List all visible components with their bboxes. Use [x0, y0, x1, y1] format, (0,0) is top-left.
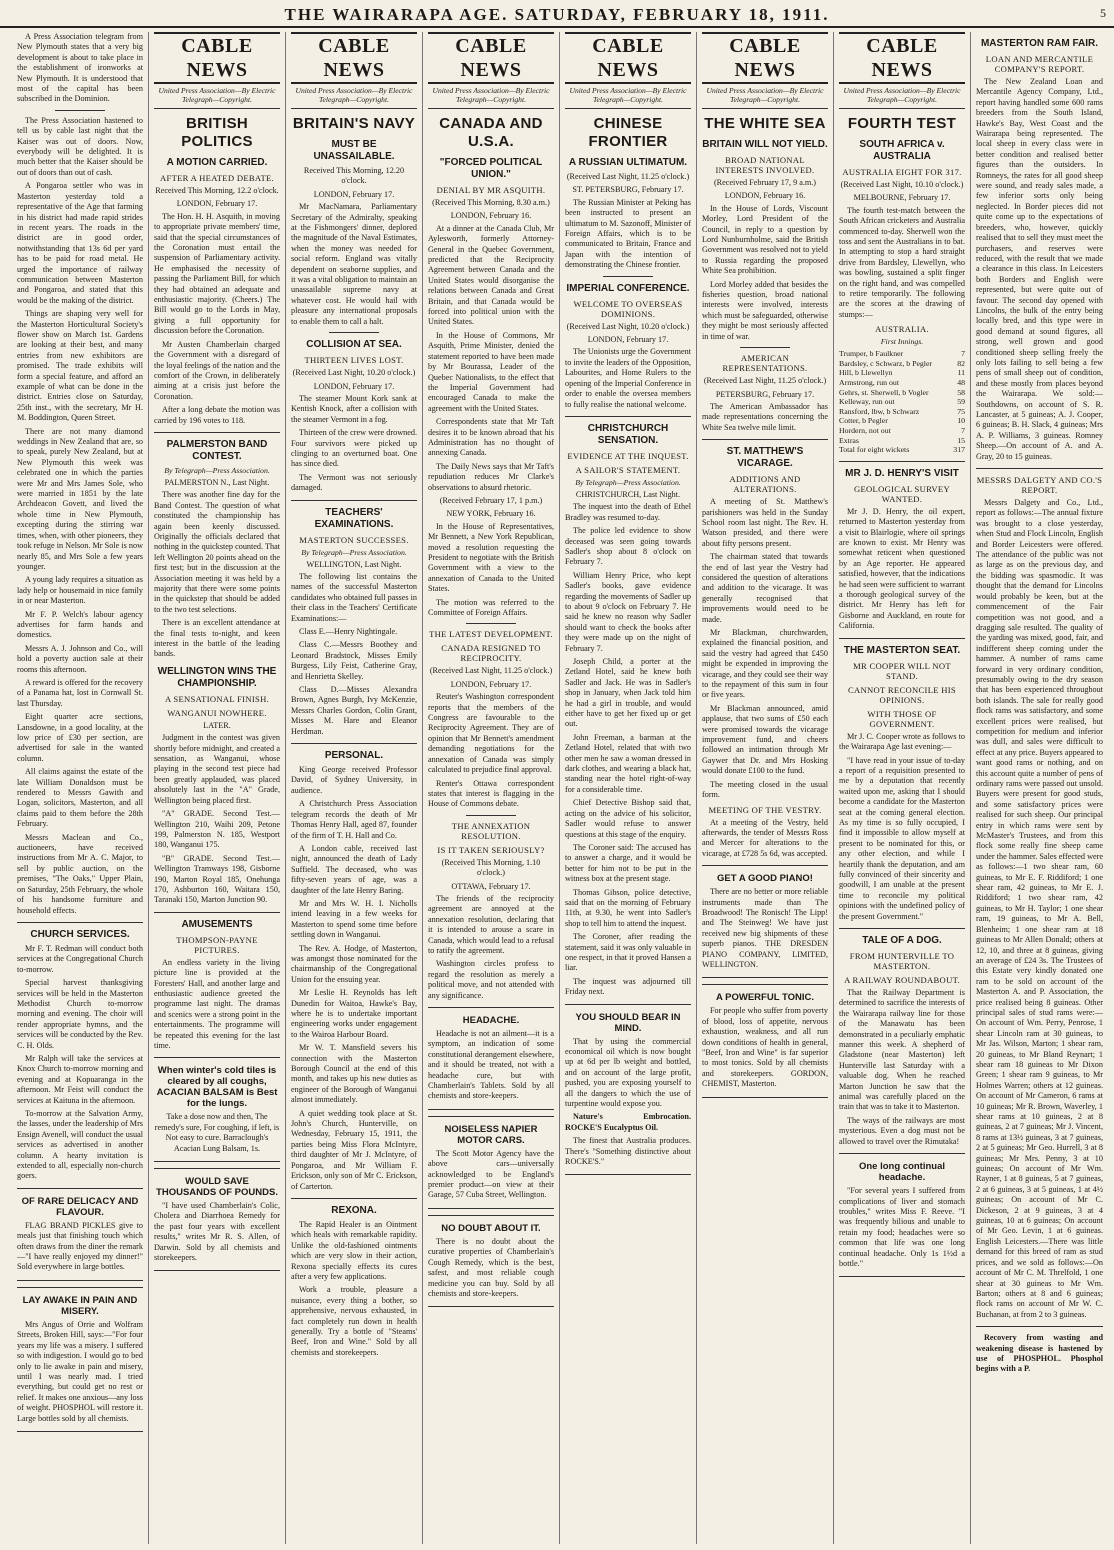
- local-item: A young lady requires a situation as lady help or housemaid in nice family in or near Masterton.: [17, 575, 143, 606]
- article-headline: BRITAIN'S NAVY: [292, 115, 416, 132]
- wire-credit: United Press Association—By Electric Telegraph—Copyright.: [291, 86, 417, 109]
- article-subheading: CANNOT RECONCILE HIS OPINIONS.: [847, 684, 956, 705]
- column-ram-fair: [971, 32, 1108, 1544]
- article-paragraph: In the House of Lords, Viscount Morley, Lord President of the Council, in reply to a question by Lord Nunburnholme, said the British Government was resolved not to yield to Russia regarding the proposed White Sea prohibition.: [702, 203, 828, 276]
- local-item: The Press Association hastened to tell us by cable last night that the Kaiser was out of doors. Now, everybody will be delighted. It is much better that the Kaiser should be out of doors than out of cash.: [17, 115, 143, 177]
- dateline: CHRISTCHURCH, Last Night.: [575, 489, 681, 499]
- column-white-sea: [697, 32, 834, 1544]
- article-headline: THE MASTERTON SEAT.: [843, 644, 961, 656]
- article-paragraph: The steamer Mount Kork sank at Kentish Knock, after a collision with the steamer Vermont in a fog.: [291, 393, 417, 424]
- dateline: MELBOURNE, February 17.: [853, 193, 951, 203]
- cable-news-banner: CABLE NEWS: [428, 32, 554, 84]
- ad-heading: One long continual headache.: [858, 1161, 946, 1184]
- received-time: (Received This Morning, 1.10 o'clock.): [441, 857, 541, 878]
- dateline: LONDON, February 17.: [313, 189, 395, 199]
- cable-news-banner: CABLE NEWS: [154, 32, 280, 84]
- article-headline: CHINESE FRONTIER: [588, 115, 668, 150]
- received-time: (Received Last Night, 11.25 o'clock.): [429, 666, 553, 676]
- article-subheading: SOUTH AFRICA v. AUSTRALIA: [859, 139, 945, 162]
- article-paragraph: Renter's Ottawa correspondent states that interest is flagging in the House of Commons debate.: [428, 778, 554, 809]
- phosphol-notice: Recovery from wasting and weakening disease is hastened by use of PHOSPHOL. Phosphol begins with a P.: [976, 1333, 1103, 1374]
- article-subheading: MASTERTON SUCCESSES.: [299, 534, 409, 545]
- ad-heading: NO DOUBT ABOUT IT.: [441, 1222, 541, 1234]
- ad-text: For people who suffer from poverty of blood, loss of appetite, nervous exhaustion, weakness, and all run down conditions of health in general, "Beef, Iron and Wine" is far superior to most tonics. Sold by all chemists and storekeepers. GORDON, CHEMIST, Masterton.: [702, 1006, 828, 1089]
- article-paragraph: The following list contains the names of the successful Masterton candidates who obtained full passes in their class in the Teachers' Certificate Examinations:—: [291, 571, 417, 623]
- article-paragraph: Judgment in the contest was given shortly before midnight, and created a sensation, as Wanganui, whose playing in the second test piece had been greatly applauded, was placed absolutely last in the "A" Grade, Wellington being placed first.: [154, 733, 280, 805]
- received-time: (Received Last Night, 10.10 o'clock.): [840, 180, 964, 189]
- article-subheading: BROAD NATIONAL INTERESTS INVOLVED.: [715, 155, 815, 175]
- article-subheading: A RAILWAY ROUNDABOUT.: [844, 975, 960, 985]
- advertisement-flag-pickles: [17, 1188, 143, 1281]
- article-paragraph: "A" GRADE. Second Test.—Wellington 210, Waihi 209, Petone 199, Palmerston N. 185, Westport 180, Wanganui 175.: [154, 809, 280, 850]
- advertisement-chamberlain-remedy: [154, 1168, 280, 1271]
- article-paragraph: The American Ambassador has made representations concerning the White Sea twelve mile limit.: [702, 401, 828, 432]
- article-subheading: WELCOME TO OVERSEAS DOMINIONS.: [573, 298, 683, 319]
- article-headline: BRITISH POLITICS: [181, 115, 253, 150]
- ad-heading: OF RARE DELICACY AND FLAVOUR.: [21, 1195, 139, 1218]
- ad-text: The finest that Australia produces. There's "Something distinctive about ROCKE'S.": [565, 1136, 691, 1167]
- article-paragraph: That the Railway Department is determined to sacrifice the interests of the Wairarapa railway line for those of the Manawatu has been demonstrated in a peculiarly emphatic manner this week. A shepherd of Gladstone (near Masterton) left Hunterville last Saturday with a valuable dog. When he reached Marton Junction he saw that the animal was carefully placed on the train that was to take it to Masterton.: [839, 988, 965, 1112]
- article-subheading: BRITAIN WILL NOT YIELD.: [702, 139, 828, 150]
- received-time: (Received February 17, 9 a.m.): [713, 178, 817, 187]
- received-time: (Received Last Night, 11.25 o'clock.): [703, 376, 827, 386]
- article-subheading: A MOTION CARRIED.: [166, 157, 268, 168]
- article-subheading: WANGANUI NOWHERE.: [167, 707, 267, 718]
- scorecard-row: Extras 15: [839, 435, 965, 445]
- article-paragraph: The New Zealand Loan and Mercantile Agency Company, Ltd., report having handled some 600 rams breeders from the South Island, Hawke's Bay, West Coast and the Wairarapa being represented. The local sheep in every class were in better condition and realised better figures than the outsiders. In Romneys, the rates for all good sheep were sound, and ready sales made, a few inferior sorts only being neglected. In Border pieces did not quite come up to the expectations of breeders, who, however, quickly realised that to sell they must meet the purchasers, and reserves were reduced, with the result that we made a clearance in this class. In Leicesters both Borders and English were represented, but were quite out of favour. The second day opened with Lincolns, the bulk of the entry being locally bred, and this type were in good demand at sound figures, all strong, well grown and good conditioned sheep selling freely the only lots failing to sell being a few pens of small sheep out of condition, and these mostly from places beyond the Wairarapa. We sold:—Southdowns, on account of S. R. Lancaster, at 5 guineas; A. J. Cooper, 6 guineas; B. H. Slack, 4 guineas; Mrs A. P. Williams, 3 guineas. Romney Sheep.—On account of A. and A. Gray, 20 to 15 guineas.: [976, 77, 1103, 461]
- cable-news-banner: CABLE NEWS: [565, 32, 691, 84]
- dateline: PETERSBURG, February 17.: [715, 389, 815, 399]
- article-paragraph: The chairman stated that towards the end of last year the Vestry had considered the question of alterations and addition to the vicarage. It was generally recognised that improvements would need to be made.: [702, 552, 828, 624]
- ad-text: "I have used Chamberlain's Colic, Cholera and Diarrhoea Remedy for the past four years with excellent results," writes Mr R. S. Allen, of Darwin. Sold by all chemists and storekeepers.: [154, 1201, 280, 1263]
- column-british-politics: [149, 32, 286, 1544]
- local-item: A Press Association telegram from New Plymouth states that a very big development is about to take place in the establishment of ironworks at New Plymouth. It is understood that most of the capital has been subscribed in the Dominion.: [17, 32, 143, 104]
- received-time: (Received Last Night, 11.25 o'clock.): [566, 172, 690, 181]
- article-paragraph: Class C.—Messrs Boothey and Leonard Bradstock, Misses Emily Burgess, Lily Feist, Catherine Gray, and Henrietta Skelley.: [291, 640, 417, 681]
- scorecard-row: Armstrong, run out 48: [839, 378, 965, 388]
- article-paragraph: A meeting of St. Matthew's parishioners was held in the Sunday School room last night. The Rev. H. Watson presided, and there were about fifty persons present.: [702, 497, 828, 548]
- article-headline: TALE OF A DOG.: [862, 935, 942, 946]
- article-subheading: IS IT TAKEN SERIOUSLY?: [437, 844, 545, 855]
- scorecard-subheading: First Innings.: [880, 337, 924, 347]
- column-canada-usa: [423, 32, 560, 1544]
- article-paragraph: Thirteen of the crew were drowned. Four survivors were picked up clinging to an overturned boat. One has since died.: [291, 428, 417, 469]
- advertisement-headache-cure: [839, 1153, 965, 1277]
- article-subheading: MR COOPER WILL NOT STAND.: [853, 660, 951, 681]
- article-paragraph: The Rev. A. Hodge, of Masterton, was amongst those nominated for the chairmanship of the Congregational Union for the ensuing year.: [291, 943, 417, 984]
- ad-heading: NOISELESS NAPIER MOTOR CARS.: [444, 1123, 538, 1146]
- article-paragraph: In the House of Representatives, Mr Bennett, a New York Republican, moved a resolution requesting the President to negotiate with the British Government with a view to the annexation of Canada to the United States.: [428, 521, 554, 594]
- article-paragraph: John Freeman, a barman at the Zetland Hotel, related that with two other men he saw a woman dressed in dark clothes, and wearing a black hat, standing near the hotel right-of-way for a considerable time.: [565, 732, 691, 794]
- local-item: Messrs Maclean and Co., auctioneers, have received instructions from Mr A. C. Major, to sell by public auction, on the premises, "The Oaks," Upper Plain, on Saturday, 25th February, the whole of his handsome furniture and household effects.: [17, 832, 143, 915]
- ad-text: There are no better or more reliable instruments made than The Broadwood! The Ronisch! The Lipp! and The Steinweg! We have just received new big shipments of these superb pianos. THE DRESDEN PIANO COMPANY, LIMITED, WELLINGTON.: [702, 887, 828, 969]
- ad-text: Headache is not an ailment—it is a symptom, an indication of some constitutional derangement elsewhere, and it should be treated, not with a headache cure, but with Chamberlain's Tablets. Sold by all chemists and store-keepers.: [428, 1029, 554, 1101]
- article-subheading: A SENSATIONAL FINISH.: [164, 693, 270, 704]
- scorecard-row: Hill, b Llewellyn 11: [839, 368, 965, 378]
- page-number: 5: [1100, 6, 1106, 20]
- article-subheading: MESSRS DALGETY AND CO.'S REPORT.: [976, 475, 1103, 496]
- article-paragraph: The inquest into the death of Ethel Bradley was resumed to-day.: [565, 502, 691, 522]
- article-subheading: WITH THOSE OF GOVERNMENT.: [867, 708, 937, 729]
- article-paragraph: A London cable, received last night, announced the death of Lady Suffield. The deceased, who was fifty-seven years of age, was a daughter of the late Henry Baring.: [291, 843, 417, 895]
- received-time: (Received Last Night, 10.20 o'clock.): [292, 368, 416, 378]
- dateline: PALMERSTON N., Last Night.: [164, 477, 270, 487]
- church-item: Mr F. T. Redman will conduct both services at the Congregational Church to-morrow.: [17, 943, 143, 974]
- article-subheading: A SAILOR'S STATEMENT.: [575, 464, 681, 475]
- article-subheading: EVIDENCE AT THE INQUEST.: [567, 450, 689, 461]
- article-subheading: FROM HUNTERVILLE TO MASTERTON.: [849, 951, 955, 971]
- ad-heading: LAY AWAKE IN PAIN AND MISERY.: [22, 1294, 138, 1317]
- article-paragraph: The meeting closed in the usual form.: [702, 779, 828, 800]
- wire-credit: United Press Association—By Electric Telegraph—Copyright.: [565, 86, 691, 109]
- local-item: A reward is offered for the recovery of a Panama hat, lost in Cornwall St. last Thursday.: [17, 677, 143, 708]
- dateline: LONDON, February 17.: [176, 199, 258, 209]
- article-paragraph: The inquest was adjourned till Friday next.: [565, 976, 691, 997]
- scorecard-row: Gehrs, st. Sherwell, b Vogler 58: [839, 387, 965, 397]
- article-subheading: GEOLOGICAL SURVEY WANTED.: [854, 483, 950, 504]
- article-paragraph: "B" GRADE. Second Test.—Wellington Tramways 198, Gisborne 190, Marton Royal 185, Onehunga 170, Ashburton 160, Waitara 150, Taranaki 150, Marton Junction 90.: [154, 853, 280, 905]
- article-paragraph: Mr Austen Chamberlain charged the Government with a disregard of the loyal feelings of the nation and the comfort of the Crown, in deliberately aiming at a crisis just before the Coronation.: [154, 339, 280, 401]
- article-headline: PALMERSTON BAND CONTEST.: [166, 438, 268, 462]
- article-headline: TEACHERS' EXAMINATIONS.: [314, 506, 394, 530]
- dateline: ST. PETERSBURG, February 17.: [572, 185, 684, 195]
- dateline: LONDON, February 16.: [724, 191, 806, 201]
- column-fourth-test: [834, 32, 971, 1544]
- scorecard-row: Bardsley, c Schwarz, b Pegler 82: [839, 358, 965, 368]
- dateline: LONDON, February 17.: [450, 679, 532, 689]
- cable-news-banner: CABLE NEWS: [291, 32, 417, 84]
- received-time: Received This Morning, 12.20 o'clock.: [303, 166, 405, 186]
- dateline: LONDON, February 17.: [313, 381, 395, 391]
- article-paragraph: Correspondents state that Mr Taft desires it to be known abroad that his Administration has no thought of annexing Canada.: [428, 417, 554, 458]
- article-subheading: AFTER A HEATED DEBATE.: [159, 173, 275, 183]
- article-paragraph: The Daily News says that Mr Taft's repudiation reduces Mr Clarke's observations to absurd rhetoric.: [428, 461, 554, 492]
- article-paragraph: Mr Leslie H. Reynolds has left Dunedin for Waitoa, Hawke's Bay, where he is to undertake important engineering works under engagement to the Wairoa Harbour Board.: [291, 988, 417, 1039]
- article-headline: CHRISTCHURCH SENSATION.: [587, 422, 669, 446]
- local-item: A Pongaroa settler who was in Masterton yesterday told a representative of the Age that farming in his district had made rapid strides in recent years. The roads in the district are in good order, notwithstanding that 13s 6d per yard has to be paid for road metal. He urged the importance of railway communication between Masterton and Pongaroa, and stated that this would be the making of the district.: [17, 181, 143, 305]
- article-subheading: THE ANNEXATION RESOLUTION.: [451, 820, 531, 841]
- article-paragraph: "I have read in your issue of to-day a report of a requisition presented to me by a deputation that recently waited upon me, asking that I should become a candidate for the Masterton seat at the coming general election. As my time is so fully occupied, I find it impossible to allow myself at present to be nominated for this, or any other election, and while I heartily thank the deputation, and am fully convinced of their sincerity and goodwill, I am unable at the present time to reconcile my political opinions with the undefined policy of the present Government.": [839, 755, 965, 921]
- ad-text: That by using the commercial economical oil which is now bought up at 6d per lb weight and bottled, and on account of the large profit, pushed, you are exposing yourself to all the dangers to which the use of turpentine would expose you.: [565, 1036, 691, 1109]
- article-paragraph: Work a trouble, pleasure a nuisance, every thing a bother, so apprehensive, nervous exhausted, in fact completely run down in health generally. Try a bottle of "Steams' Beef, Iron and Wine." Sold by all chemists and storekeepers.: [291, 1285, 417, 1357]
- received-time: Received This Morning, 12.2 o'clock.: [155, 186, 279, 195]
- article-paragraph: Mr Blackman announced, amid applause, that two sums of £50 each were promised towards the vicarage improvement fund, and cheers followed an intimation through Mr Gaywer that Dr. and Mrs Hosking would donate £100 to the fund.: [702, 703, 828, 776]
- masthead: [0, 0, 1114, 28]
- ad-text: "For several years I suffered from complications of liver and stomach troubles," writes Miss F. Reeve. "I was frequently bilious and unable to retain my food; headaches were so common that life was one long continual headache. Only 1s 1½d a bottle.": [839, 1186, 965, 1268]
- ad-text: Nature's Embrocation. ROCKE'S Eucalyptus Oil.: [565, 1112, 691, 1132]
- ad-heading: A POWERFUL TONIC.: [716, 992, 814, 1004]
- article-paragraph: The motion was referred to the Committee of Foreign Affairs.: [428, 597, 554, 618]
- press-credit: By Telegraph—Press Association.: [164, 465, 270, 475]
- article-headline: PERSONAL.: [324, 750, 384, 762]
- article-paragraph: The Vermont was not seriously damaged.: [291, 472, 417, 493]
- article-paragraph: Thomas Gibson, police detective, said that on the morning of February 11th, at 9.30, he went into Sadler's shop to tell him to attend the inquest.: [565, 887, 691, 928]
- dateline: OTTAWA, February 17.: [451, 881, 531, 891]
- article-paragraph: Mr J. C. Cooper wrote as follows to the Wairarapa Age last evening:—: [839, 731, 965, 752]
- article-subheading: THE LATEST DEVELOPMENT.: [429, 629, 553, 640]
- local-item: Mr F. P. Welch's labour agency advertises for farm hands and domestics.: [17, 609, 143, 640]
- article-paragraph: The Coroner said: The accused has to answer a charge, and it would be better for him not to be put in the witness box at the present stage.: [565, 842, 691, 884]
- received-time: (Received Last Night, 10.20 o'clock.): [566, 321, 690, 331]
- article-paragraph: King George received Professor David, of Sydney University, in audience.: [291, 765, 417, 795]
- article-paragraph: The Russian Minister at Peking has been instructed to present an ultimatum to M. Sazonoff, Minister of Foreign Affairs, which is to be communicated to Britain, France and Japan with the intention of demonstrating the Chinese frontier.: [565, 197, 691, 270]
- article-paragraph: The friends of the reciprocity agreement are annoyed at the annexation resolution, declaring that it is intended to arouse a scare in Canada, which would lead to a refusal to ratify the agreement.: [428, 893, 554, 955]
- press-credit: By Telegraph—Press Association.: [301, 547, 407, 557]
- article-paragraph: The Hon. H. H. Asquith, in moving to appropriate private members' time, said that the special circumstances of the Coronation must entail the suspension of Parliamentary activity. He emphasised the necessity of passing the Parliament Bill, for which they had obtained an adequate and enthusiastic majority. (Cheers.) The Bill would go to the Lords in May, giving a full opportunity for discussion before the Coronation.: [154, 211, 280, 336]
- article-paragraph: William Henry Price, who kept Sadler's books, gave evidence regarding the movements of Sadler up to about 9 o'clock on February 7. He said he knew no reason why Sadler should want to check the books after they were made up on the night of February 7.: [565, 570, 691, 653]
- church-item: To-morrow at the Salvation Army, the lasses, under the leadership of Mrs Ensign Avenell, will conduct the usual services as advertised in another column. A hearty invitation is extended to all, especially non-church goers.: [17, 1109, 143, 1181]
- scorecard-row: Ransford, lbw, b Schwarz 75: [839, 406, 965, 416]
- article-headline: ST. MATTHEW'S VICARAGE.: [726, 446, 804, 470]
- advertisement-acacian-balsam: [154, 1057, 280, 1162]
- scorecard-row: Trumper, b Faulkner 7: [839, 349, 965, 359]
- ad-text: The Scott Motor Agency have the above cars—universally acknowledged to be England's premier product—on view at their Garage, 57 Cuba Street, Wellington.: [428, 1148, 554, 1200]
- article-subheading: ADDITIONS AND ALTERATIONS.: [729, 474, 801, 495]
- advertisement-cough-remedy: [428, 1215, 554, 1307]
- article-headline: FOURTH TEST: [847, 115, 957, 132]
- article-paragraph: At a dinner at the Canada Club, Mr Aylesworth, formerly Attorney-General in the Quebec Government, predicted that the Reciprocity Agreement between Canada and the United States would disorganise the relations between Canada and Great Britain, and that Canada would be forced into political union with the United States.: [428, 223, 554, 327]
- article-headline: IMPERIAL CONFERENCE.: [566, 282, 690, 294]
- local-item: Messrs A. J. Johnson and Co., will hold a poverty auction sale at their rooms this afternoon.: [17, 643, 143, 674]
- article-paragraph: The Rapid Healer is an Ointment which heals with remarkable rapidity. Unlike the old-fashioned ointments which are very slow in their action, Rexona specially effects its cures after a very few applications.: [291, 1219, 417, 1281]
- ad-heading: GET A GOOD PIANO!: [717, 873, 813, 885]
- article-paragraph: Lord Morley added that besides the fisheries question, broad national interests were involved, interests which must be safeguarded, otherwise they might be most seriously affected in time of war.: [702, 279, 828, 341]
- advertisement-piano: [702, 865, 828, 978]
- church-item: Mr Ralph will take the services at Knox Church to-morrow morning and evening and at Kopuaranga in the afternoon. Mr Feist will conduct the services at Kaituna in the afternoon.: [17, 1053, 143, 1105]
- article-paragraph: There is an excellent attendance at the final tests to-night, and keen interest in the battle of the leading bands.: [154, 618, 280, 659]
- ad-text: There is no doubt about the curative properties of Chamberlain's Cough Remedy, which is the best, safest, and most reliable cough medicine you can buy. Sold by all chemists and store-keepers.: [428, 1236, 554, 1298]
- advertisement-headache: [428, 1007, 554, 1110]
- article-paragraph: A Christchurch Press Association telegram records the death of Mr Thomas Henry Hall, aged 87, founder of the firm of T. H. Hall and Co.: [291, 799, 417, 840]
- article-paragraph: Chief Detective Bishop said that, acting on the advice of his solicitor, Sadler would refuse to answer questions at this stage of the enquiry.: [565, 798, 691, 839]
- ad-heading: WOULD SAVE THOUSANDS OF POUNDS.: [156, 1176, 278, 1199]
- article-subheading: AMERICAN REPRESENTATIONS.: [722, 353, 808, 374]
- article-paragraph: Messrs Dalgety and Co., Ltd., report as follows:—The annual fixture was brought to a close yesterday, when Stud and Flock Lincoln, English and Border Leicesters were offered. The attendance of the public was not as large as on the previous day, and the bidding was spasmodic. It was thought that the demand for Lincolns would probably be keen, but at the commencement of the Fair competition was not good, and a dragging sale resulted. The quality of the yarding was mixed, good, fair, and indifferent sheep coming under the hammer. A number of rams came forward in very ordinary condition, presumably owing to the dry season that has been experienced throughout both islands. The sale for really good flock rams was satisfactory, and some excellent prices were realised, but competition for medium and inferior was dull, and sales were difficult to effect at any price. Buyers appeared to want good rams or nothing, and on this account quite a number of pens of ordinary rams were passed out unsold. Buyers were present for good studs, and some satisfactory prices were realised for such sheep. Our principal entry in which rams were sent by McMaster's Trustees, and from this flock some really fine sheep came under the hammer. Sales effected were as follows:—1 two shear ram, 60 guineas, to Mr E. F. Riddiford; 1 one shear ram, 42 guineas, to Mr E. J. Riddiford; 1 two shear ram, 42 guineas, to Mr H. Taylor; 1 one shear ram, 19 guineas, to Mr A. Bell, Blenheim; 1 one shear ram at 18 guineas to Mr Allen Donald; others at 12, 10, and three at 8 guineas, giving an average of £24 3s. The Trustees of this Estate very kindly donated one ram to be sold on account of the Masterton A. and P. Association, the price realised being 8 guineas. Other principal sales of stud rams were:—On account of Wm. Perry, Penrose, 1 shear Lincoln ram at 30 guineas, to Mr Jas. Wilson, Marton; 1 shear ram, 20 guineas, to Mr Bland Reynart; 1 shear ram 18 guineas to Mr Dixon Green; 1 shear ram 9 guineas, to Mr Holmes Warren; others at 12 guineas. On account of Mr Cameron, 6 rams at 10 guineas; Mr R. Brown, Waverley, 1 shear rams at 10 guineas, 2 at 8 guineas, 2 at 7 guineas; Mr J. Vincent, 8 rams at 13½ guineas, 3 at 7 guineas, 2 at 5 guineas; Mr Geo. Hurrell, 3 at 8 guineas; Mr Mrs. Penny, 3 at 10 guineas; On account of Mr Wm. Rayner, 1 at 8 guineas, 5 at 7 guineas, 2 at 6 guineas, 3 at 5 guineas, 1 at 4½ guineas; On account of Mr C. Dickeson, 2 at 9 guineas, 3 at 4 guineas, 10 at 6 guineas; On account of Mr Geo. Levin, 1 at 6 guineas. English Leicesters.—There was little demand for this breed of ram as stud prices, and we sold as follows:—On account of Mr C. M. Threlfold, 1 one shear at 30 guineas to Mr Wm. Barton; others at 8 and 6 guineas; flock rams on account of Mr W. C. Buchanan, at from 2 to 3 guineas.: [976, 498, 1103, 1319]
- scorecard-table: [839, 349, 965, 455]
- article-headline: CANADA AND U.S.A.: [439, 115, 543, 150]
- article-paragraph: Mr MacNamara, Parliamentary Secretary of the Admiralty, speaking at the Fishmongers' dinner, deplored the magnitude of the Naval Estimates, when the money was needed for social reform. England was vitally dependent on seaborne supplies, and it was a vital obligation to maintain an unassailable supreme navy at whatever cost. He would hail with pleasure any international proposals to enable them to call a halt.: [291, 202, 417, 326]
- article-paragraph: A quiet wedding took place at St. John's Church, Hunterville, on Wednesday, February 15, 1911, the parties being Miss Flora McIntyre, third daughter of Mr J. McIntyre, of Pongaroa, and Mr William F. Erickson, only son of Mr C. Erickson, of Carterton.: [291, 1108, 417, 1191]
- article-paragraph: An endless variety in the living picture line is provided at the Foresters' Hall, and another large and enthusiastic audience greeted the programme last night. The dramas and scenics were a strong point in the entertainments. The programme will be repeated this evening for the last time.: [154, 957, 280, 1050]
- article-subheading: LOAN AND MERCANTILE COMPANY'S REPORT.: [985, 54, 1094, 74]
- article-paragraph: Mr J. D. Henry, the oil expert, returned to Masterton yesterday from a visit to Blairlogie, where oil springs are known to exist. Mr Henry was somewhat reticent when questioned by an Age reporter. He appeared satisfied, however, that the indications he had seen were sufficient to warrant a thorough geological survey of the district. Mr Henry has left for Gisborne and Auckland, en route for California.: [839, 506, 965, 631]
- local-item: Eight quarter acre sections, Lansdowne, in a good locality, at the low price of £30 per section, are advertised for sale in the wanted column.: [17, 712, 143, 763]
- article-headline: MR J. D. HENRY'S VISIT: [845, 467, 959, 479]
- wire-credit: United Press Association—By Electric Telegraph—Copyright.: [839, 86, 965, 109]
- wire-credit: United Press Association—By Electric Telegraph—Copyright.: [702, 86, 828, 109]
- article-paragraph: The Coroner, after reading the statement, said it was only valuable in one respect, in that it proved Hansen a liar.: [565, 932, 691, 973]
- article-subheading: MEETING OF THE VESTRY.: [708, 804, 822, 815]
- columns: [12, 32, 1108, 1544]
- article-paragraph: Class E.—Henry Nightingale.: [299, 627, 398, 636]
- article-paragraph: Mr and Mrs W. H. I. Nicholls intend leaving in a few weeks for Masterton to spend some time before settling down in Wanganui.: [291, 898, 417, 940]
- ad-text: Mrs Angus of Orrie and Wolfram Streets, Broken Hill, says:—"For four years my life was a misery. I suffered so with indigestion. I would go to bed only to lie awake in pain and misery, until I was nearly mad. I tried everything, but could get no rest or relief. It makes one anxious—any loss of weight. PHOSPHOL will restore it. Large bottles sold by all chemists.: [17, 1319, 143, 1423]
- church-item: Special harvest thanksgiving services will be held in the Masterton Methodist Church to-morrow morning and evening. The choir will render appropriate hymns, and the services will be conducted by the Rev. C. H. Olds.: [17, 978, 143, 1050]
- local-item: Things are shaping very well for the Masterton Horticultural Society's flower show on March 1st. Gardens are looking at their best, and many entries from new exhibitors are promised. The trade exhibits will form a special feature, and afford an example of what can be done in the district. Entries close on Saturday, 25th inst., with the secretary, Mr H. M. Boddington, Queen Street.: [17, 309, 143, 423]
- newspaper-title: THE WAIRARAPA AGE. SATURDAY, FEBRUARY 18, 1911.: [284, 5, 830, 24]
- article-paragraph: Mr Blackman, churchwarden, explained the financial position, and said the vestry had agreed that £450 might be expended in improving the vicarage, and they could see their way to the repayment of this sum in four or five years.: [702, 628, 828, 700]
- article-headline: WELLINGTON WINS THE CHAMPIONSHIP.: [157, 665, 277, 689]
- cable-news-banner: CABLE NEWS: [839, 32, 965, 84]
- ad-text: Take a dose now and then, The remedy's sure, For coughing, if left, is Not easy to cure. Barraclough's Acacian Lung Balsam, 1s.: [154, 1112, 280, 1153]
- ad-text: FLAG BRAND PICKLES give to meals just that finishing touch which often draws from the diner the remark—"I have really enjoyed my dinner!" Sold everywhere in large bottles.: [17, 1220, 143, 1272]
- dateline: WELLINGTON, Last Night.: [306, 559, 402, 569]
- church-services-heading: CHURCH SERVICES.: [30, 928, 130, 940]
- column-local-news: [12, 32, 149, 1544]
- advertisement-napier-cars: [428, 1116, 554, 1209]
- article-paragraph: Class D.—Misses Alexandra Brown, Agnes Burgh, Ivy McKenzie, Messrs Charles Gordon, Colin Grant, Misses M. Hare and Eleanor Herdman.: [291, 685, 417, 736]
- article-subheading: THIRTEEN LIVES LOST.: [304, 355, 404, 366]
- article-paragraph: At a meeting of the Vestry, held afterwards, the tender of Messrs Ross and Mercer for alterations to the vicarage, at £728 5s 6d, was accepted.: [702, 817, 828, 858]
- article-paragraph: The Unionists urge the Government to invite the leaders of the Opposition, Labourites, and Home Rulers to the opening of the Imperial Conference in order to enable the oversea members to fully realise the national welcome.: [565, 347, 691, 409]
- dateline: LONDON, February 16.: [450, 211, 532, 221]
- article-headline: MASTERTON RAM FAIR.: [980, 38, 1099, 49]
- wire-credit: United Press Association—By Electric Telegraph—Copyright.: [154, 86, 280, 109]
- ad-heading: HEADACHE.: [462, 1015, 520, 1026]
- article-subheading: AUSTRALIA EIGHT FOR 317.: [842, 167, 962, 177]
- scorecard-heading: AUSTRALIA.: [875, 324, 929, 335]
- scorecard-row: Hordern, not out 7: [839, 426, 965, 436]
- article-headline: AMUSEMENTS: [181, 918, 253, 930]
- article-subheading: CANADA RESIGNED TO RECIPROCITY.: [441, 643, 541, 664]
- article-paragraph: After a long debate the motion was carried by 196 votes to 118.: [154, 405, 280, 425]
- advertisement-phosphol: [17, 1287, 143, 1432]
- dateline: NEW YORK, February 16.: [446, 509, 536, 519]
- article-subheading: DENIAL BY MR ASQUITH.: [436, 185, 546, 195]
- scorecard-row: Cotter, b Pegler 10: [839, 416, 965, 426]
- article-paragraph: The police led evidence to show deceased was seen going towards Sadler's shop about 8 o'clock on February 7.: [565, 526, 691, 567]
- column-chinese-frontier: [560, 32, 697, 1544]
- article-subheading: THOMPSON-PAYNE PICTURES.: [176, 934, 258, 955]
- column-britains-navy: [286, 32, 423, 1544]
- cable-news-banner: CABLE NEWS: [702, 32, 828, 84]
- ad-heading: When winter's cold tiles is cleared by all coughs, ACACIAN BALSAM is Best for the lungs.: [156, 1065, 278, 1110]
- article-headline: REXONA.: [331, 1204, 377, 1216]
- scorecard-total-row: Total for eight wickets 317: [839, 445, 965, 455]
- wire-credit: United Press Association—By Electric Telegraph—Copyright.: [428, 86, 554, 109]
- received-time: (Received This Morning, 8.30 a.m.): [432, 198, 550, 207]
- press-credit: By Telegraph—Press Association.: [575, 477, 681, 487]
- advertisement-tonic: [702, 984, 828, 1097]
- dateline: LONDON, February 17.: [587, 335, 669, 345]
- article-paragraph: The ways of the railways are most mysterious. Even a dog must not be allowed to travel over the Rimutaka!: [839, 1115, 965, 1146]
- advertisement-eucalyptus: [565, 1004, 691, 1176]
- local-item: There are not many diamond weddings in New Zealand that are, so to speak, purely New Zealand, but at New Plymouth this week was celebrated one in which the parties were Mr and Mrs James Sole, who were married in 1851 by the late Archdeacon Govett, and lived the whole time in New Plymouth, excepting during the stirring war times, when, with other pioneers, they took refuge in Nelson. Mr Sole is now nearly 85, and Mrs Sole a few years younger.: [17, 426, 143, 571]
- article-subheading: MUST BE UNASSAILABLE.: [313, 139, 395, 162]
- article-paragraph: Mr W. T. Mansfield severs his connection with the Masterton Borough Council at the end of this month, and takes up his new duties as engineer of the Borough of Wanganui almost immediately.: [291, 1043, 417, 1105]
- dateline: LATER.: [203, 720, 231, 730]
- article-paragraph: The fourth test-match between the South African cricketers and Australia commenced to-day. Sherwell won the toss and sent the Australians in to bat. In attempting to stop a hard straight drive from Bardsley, Llewellyn, who was bowling, sustained a split finger on the right hand, and was compelled to retire temporarily. The following are the scores at the drawing of stumps:—: [839, 205, 965, 319]
- article-paragraph: Joseph Child, a porter at the Zetland Hotel, said he knew both Sadler and Jack. He was in Sadler's shop in January, when Jack told him he had a girl in trouble, and would either have to get her fixed up or get out.: [565, 657, 691, 729]
- article-subheading: "FORCED POLITICAL UNION.": [439, 157, 543, 180]
- received-time: (Received February 17, 1 p.m.): [439, 495, 543, 505]
- article-paragraph: Washington circles profess to regard the resolution as merely a political move, and not attended with any significance.: [428, 959, 554, 1000]
- ad-heading: YOU SHOULD BEAR IN MIND.: [575, 1011, 681, 1034]
- article-headline: COLLISION AT SEA.: [306, 339, 402, 351]
- article-headline: THE WHITE SEA: [704, 115, 826, 132]
- article-paragraph: There was another fine day for the Band Contest. The question of what constituted the championship has again been keenly discussed. Originally the officials declared that nothing in the quickstep counted. That left Wellington 20 points ahead on the first test; but in the discussion at the Association meeting it was held by a majority that there were some points in the quickstep that should be added to the two test selections.: [154, 490, 280, 614]
- scorecard-row: Kelleway, run out 59: [839, 397, 965, 407]
- article-paragraph: In the House of Commons, Mr Asquith, Prime Minister, denied the statement reported to have been made by Mr Bourassa, Leader of the Quebec Nationalists, to the effect that the Imperial Government had encouraged Canada to make the agreement with the United States.: [428, 330, 554, 413]
- article-subheading: A RUSSIAN ULTIMATUM.: [568, 157, 688, 168]
- article-paragraph: Reuter's Washington correspondent reports that the members of the Congress are favourable to the Reciprocity Agreement. They are of opinion that Mr Bennett's amendment demanding negotiations for the annexation of Canada was simply calculated to prejudice final approval.: [428, 692, 554, 775]
- local-item: All claims against the estate of the late William Donaldson must be rendered to Messrs Gawith and Logan, solicitors, Masterton, and all claims paid to them before the 28th February.: [17, 767, 143, 829]
